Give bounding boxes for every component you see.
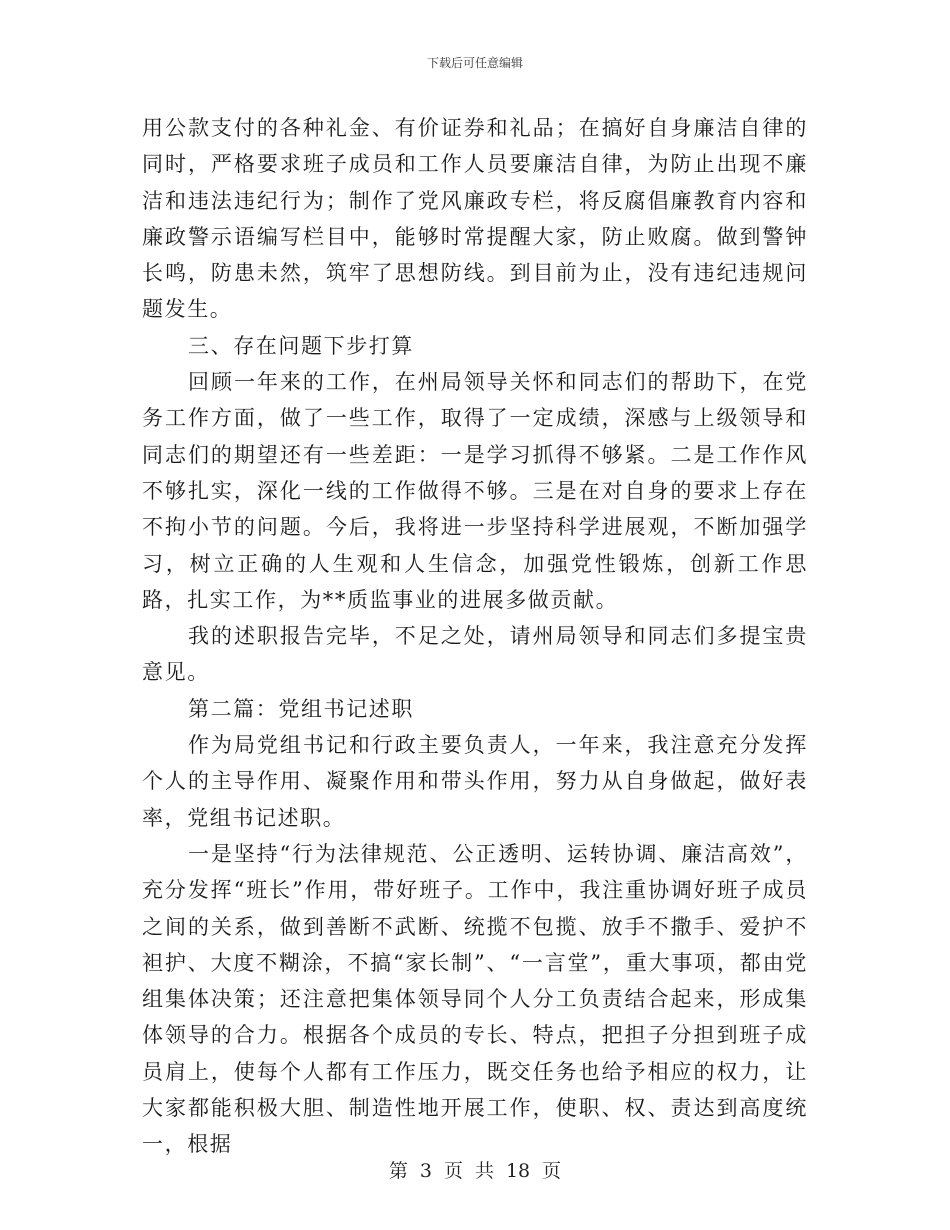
page-number-footer (0, 1156, 950, 1183)
paragraph-intro: 作为局党组书记和行政主要负责人，一年来，我注意充分发挥个人的主导作用、凝聚作用和带头作用，努力从自身做起，做好表率，党组书记述职。 (142, 733, 808, 830)
current-page-number: 3 (419, 1160, 432, 1182)
paragraph-closing: 我的述职报告完毕，不足之处，请州局领导和同志们多提宝贵意见。 (142, 624, 808, 685)
paragraph-continuation: 用公款支付的各种礼金、有价证券和礼品；在搞好自身廉洁自律的同时，严格要求班子成员和工作人员要廉洁自律，为防止出现不廉洁和违法违纪行为；制作了党风廉政专栏，将反腐倡廉教育内容和廉政警示语编写栏目中，能够时常提醒大家，防止败腐。做到警钟长鸣，防患未然，筑牢了思想防线。到目前为止，没有违纪违规问题发生。 (142, 116, 808, 322)
section-heading: 三、存在问题下步打算 (188, 333, 414, 358)
paragraph-review: 回顾一年来的工作，在州局领导关怀和同志们的帮助下，在党务工作方面，做了一些工作，取得了一定成绩，深感与上级领导和同志们的期望还有一些差距：一是学习抓得不够紧。二是工作作风不够扎实，深化一线的工作做得不够。三是在对自身的要求上存在不拘小节的问题。今后，我将进一步坚持科学进展观，不断加强学习，树立正确的人生观和人生信念，加强党性锻炼，创新工作思路，扎实工作，为**质监事业的进展多做贡献。 (142, 370, 808, 612)
footer-page-word: 页 (443, 1160, 463, 1182)
total-pages-number: 18 (505, 1160, 531, 1182)
footer-suffix: 页 (542, 1160, 562, 1182)
chapter-heading: 第二篇：党组书记述职 (188, 696, 414, 721)
footer-prefix: 第 (388, 1160, 408, 1182)
paragraph-point-one: 一是坚持“行为法律规范、公正透明、运转协调、廉洁高效”，充分发挥“班长”作用，带好班子。工作中，我注重协调好班子成员之间的关系，做到善断不武断、统揽不包揽、放手不撒手、爱护不袒护、大度不糊涂，不搞“家长制”、“一言堂”，重大事项，都由党组集体决策；还注意把集体领导同个人分工负责结合起来，形成集体领导的合力。根据各个成员的专长、特点，把担子分担到班子成员肩上，使每个人都有工作压力，既交任务也给予相应的权力，让大家都能积极大胆、制造性地开展工作，使职、权、责达到高度统一，根据 (142, 841, 808, 1157)
page-header-note: 下载后可任意编辑 (426, 56, 523, 70)
document-body (142, 110, 808, 1163)
footer-total-word: 共 (474, 1160, 494, 1182)
